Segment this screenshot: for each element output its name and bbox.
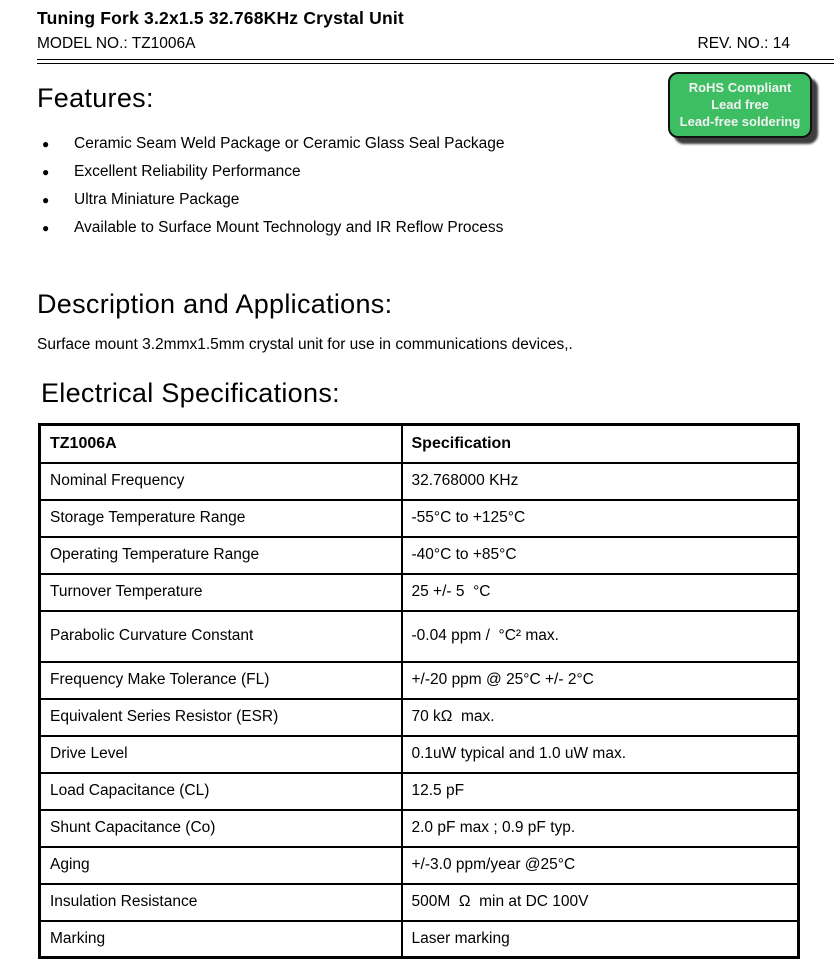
rohs-badge-line: RoHS Compliant bbox=[688, 80, 792, 95]
spec-value: 2.0 pF max ; 0.9 pF typ. bbox=[402, 810, 799, 847]
table-row bbox=[40, 884, 799, 921]
bullet-icon: ● bbox=[42, 165, 50, 179]
spec-value: -0.04 ppm / °C² max. bbox=[402, 611, 799, 662]
spec-value: -40°C to +85°C bbox=[402, 537, 799, 574]
spec-value: -55°C to +125°C bbox=[402, 500, 799, 537]
page-title: Tuning Fork 3.2x1.5 32.768KHz Crystal Unit bbox=[37, 8, 404, 28]
table-row bbox=[40, 574, 799, 611]
spec-parameter: Equivalent Series Resistor (ESR) bbox=[40, 699, 402, 736]
electrical-specs-table bbox=[38, 423, 800, 959]
spec-value: +/-3.0 ppm/year @25°C bbox=[402, 847, 799, 884]
spec-parameter: Nominal Frequency bbox=[40, 463, 402, 500]
electrical-specs-heading: Electrical Specifications: bbox=[41, 378, 340, 408]
bullet-icon: ● bbox=[42, 221, 50, 235]
features-list bbox=[37, 130, 834, 242]
spec-parameter: Load Capacitance (CL) bbox=[40, 773, 402, 810]
features-heading: Features: bbox=[37, 83, 154, 113]
model-number: MODEL NO.: TZ1006A bbox=[37, 35, 196, 52]
table-row bbox=[40, 662, 799, 699]
table-row bbox=[40, 500, 799, 537]
spec-value: Laser marking bbox=[402, 921, 799, 958]
spec-parameter: Operating Temperature Range bbox=[40, 537, 402, 574]
table-row bbox=[40, 810, 799, 847]
description-text: Surface mount 3.2mmx1.5mm crystal unit for use in communications devices,. bbox=[37, 336, 573, 353]
model-rev-row bbox=[37, 35, 790, 53]
spec-parameter: Drive Level bbox=[40, 736, 402, 773]
spec-value: 32.768000 KHz bbox=[402, 463, 799, 500]
bullet-icon: ● bbox=[42, 193, 50, 207]
spec-parameter: Frequency Make Tolerance (FL) bbox=[40, 662, 402, 699]
spec-parameter: Storage Temperature Range bbox=[40, 500, 402, 537]
spec-value: 70 kΩ max. bbox=[402, 699, 799, 736]
rohs-badge-line: Lead free bbox=[711, 97, 769, 112]
table-row bbox=[40, 847, 799, 884]
spec-value: 500M Ω min at DC 100V bbox=[402, 884, 799, 921]
column-header-model: TZ1006A bbox=[40, 425, 402, 463]
rohs-compliance-badge bbox=[668, 72, 812, 138]
table-row bbox=[40, 463, 799, 500]
spec-value: 12.5 pF bbox=[402, 773, 799, 810]
spec-value: 0.1uW typical and 1.0 uW max. bbox=[402, 736, 799, 773]
table-row bbox=[40, 699, 799, 736]
bullet-icon: ● bbox=[42, 137, 50, 151]
feature-text: Available to Surface Mount Technology and IR Reflow Process bbox=[74, 219, 504, 236]
document-header bbox=[37, 8, 834, 53]
list-item bbox=[37, 158, 834, 186]
rohs-badge-line: Lead-free soldering bbox=[679, 114, 801, 129]
description-heading: Description and Applications: bbox=[37, 289, 393, 319]
revision-number: REV. NO.: 14 bbox=[697, 35, 790, 52]
table-row bbox=[40, 537, 799, 574]
list-item bbox=[37, 186, 834, 214]
spec-parameter: Turnover Temperature bbox=[40, 574, 402, 611]
spec-parameter: Shunt Capacitance (Co) bbox=[40, 810, 402, 847]
column-header-specification: Specification bbox=[402, 425, 799, 463]
list-item bbox=[37, 214, 834, 242]
table-row bbox=[40, 921, 799, 958]
feature-text: Ultra Miniature Package bbox=[74, 191, 240, 208]
table-row bbox=[40, 611, 799, 662]
table-row bbox=[40, 736, 799, 773]
feature-text: Excellent Reliability Performance bbox=[74, 163, 301, 180]
spec-parameter: Aging bbox=[40, 847, 402, 884]
spec-parameter: Insulation Resistance bbox=[40, 884, 402, 921]
table-header-row bbox=[40, 425, 799, 463]
feature-text: Ceramic Seam Weld Package or Ceramic Glass Seal Package bbox=[74, 135, 505, 152]
table-row bbox=[40, 773, 799, 810]
header-divider bbox=[37, 59, 834, 64]
spec-parameter: Marking bbox=[40, 921, 402, 958]
spec-value: 25 +/- 5 °C bbox=[402, 574, 799, 611]
spec-value: +/-20 ppm @ 25°C +/- 2°C bbox=[402, 662, 799, 699]
spec-parameter: Parabolic Curvature Constant bbox=[40, 611, 402, 662]
